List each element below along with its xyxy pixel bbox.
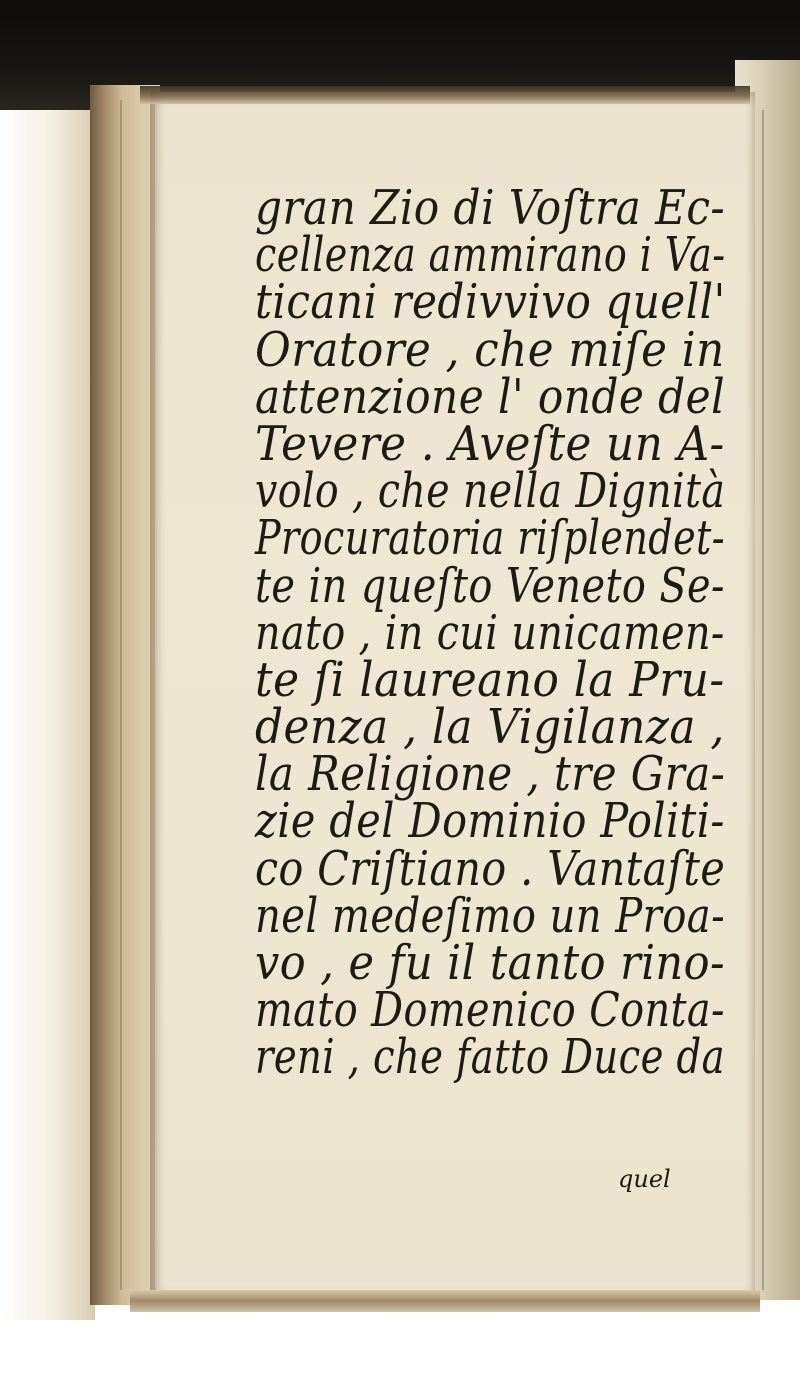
text-line: gran Zio di Voſtra Ec- (255, 180, 726, 236)
text-line: volo , che nella Dignità (255, 463, 726, 520)
gutter-rule (762, 110, 764, 1290)
catchword: quel (618, 1165, 671, 1193)
text-line: denza , la Vigilanza , (255, 699, 725, 756)
text-line: nel medeſimo un Proa- (255, 887, 726, 944)
text-line: Procuratoria riſplendet- (255, 510, 726, 567)
text-line: Oratore , che miſe in (255, 321, 725, 378)
scanner-background-left (0, 60, 95, 1320)
text-line: nato , in cui unicamen- (255, 604, 725, 661)
text-line: attenzione l' onde del (255, 368, 726, 425)
text-line: vo , e fu il tanto rino- (255, 935, 725, 991)
text-line: Tevere . Aveſte un A- (255, 415, 725, 472)
facing-page-glimpse (775, 200, 800, 1160)
page-top-edge (140, 86, 750, 104)
text-line: mato Domenico Conta- (255, 982, 725, 1039)
page-bottom-edge (130, 1290, 760, 1312)
body-text (255, 180, 735, 1086)
text-line: la Religione , tre Gra- (255, 746, 726, 803)
text-line: te ſi laureano la Pru- (255, 651, 725, 708)
text-line: zie del Dominio Politi- (255, 793, 725, 850)
binding-rule (120, 100, 122, 1290)
text-line: te in queſto Veneto Se- (255, 557, 725, 614)
text-line: reni , che fatto Duce da (255, 1029, 725, 1086)
text-line: cellenza ammirano i Va- (255, 227, 726, 284)
text-line: ticani redivvivo quell' (255, 274, 726, 331)
text-line: co Criſtiano . Vantaſte (255, 840, 726, 897)
